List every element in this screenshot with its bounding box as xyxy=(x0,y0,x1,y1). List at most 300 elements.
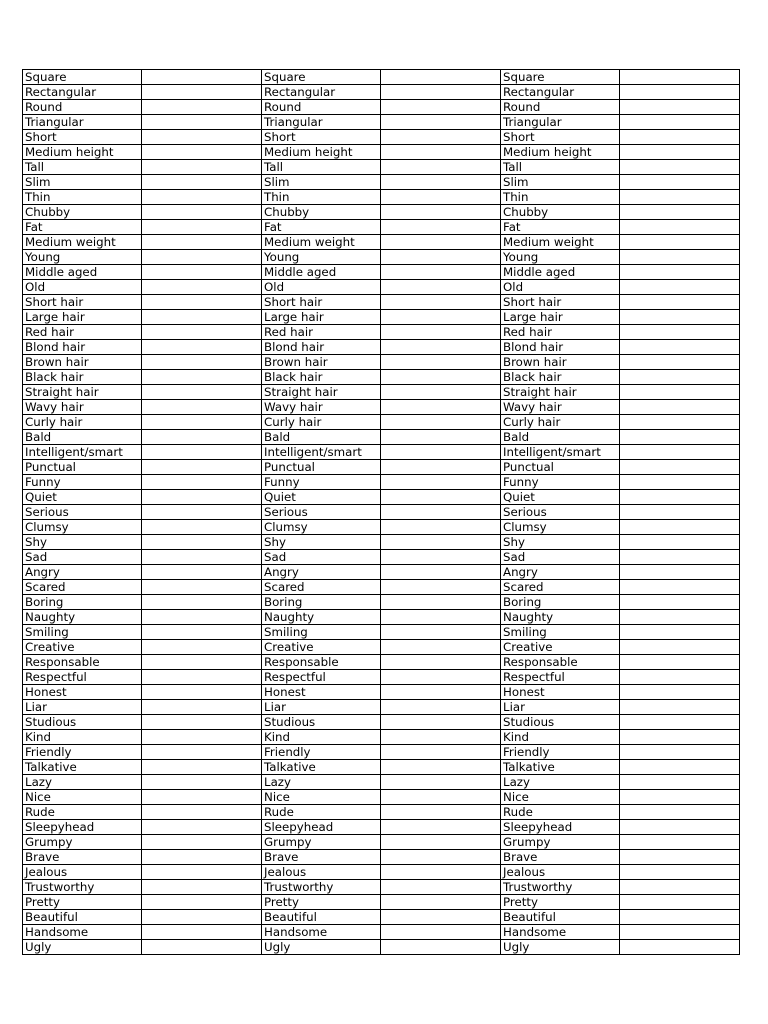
answer-cell[interactable] xyxy=(620,820,740,835)
table-row xyxy=(262,115,501,130)
answer-cell[interactable] xyxy=(620,520,740,535)
answer-cell[interactable] xyxy=(620,280,740,295)
word-cell: Nice xyxy=(23,790,142,805)
word-cell: Tall xyxy=(501,160,620,175)
answer-cell[interactable] xyxy=(381,925,501,940)
answer-cell[interactable] xyxy=(142,205,262,220)
word-cell: Pretty xyxy=(23,895,142,910)
table-row xyxy=(501,250,740,265)
table-row xyxy=(501,70,740,85)
table-row xyxy=(23,550,262,565)
answer-cell[interactable] xyxy=(620,880,740,895)
answer-cell[interactable] xyxy=(142,850,262,865)
word-cell: Rectangular xyxy=(262,85,381,100)
answer-cell[interactable] xyxy=(142,520,262,535)
answer-cell[interactable] xyxy=(381,175,501,190)
table-row xyxy=(23,325,262,340)
word-cell: Wavy hair xyxy=(501,400,620,415)
table-row xyxy=(262,355,501,370)
word-cell: Handsome xyxy=(501,925,620,940)
word-cell: Medium weight xyxy=(262,235,381,250)
answer-cell[interactable] xyxy=(620,235,740,250)
answer-cell[interactable] xyxy=(142,610,262,625)
answer-cell[interactable] xyxy=(381,805,501,820)
answer-cell[interactable] xyxy=(381,280,501,295)
word-cell: Beautiful xyxy=(262,910,381,925)
answer-cell[interactable] xyxy=(142,160,262,175)
answer-cell[interactable] xyxy=(381,370,501,385)
word-cell: Round xyxy=(262,100,381,115)
answer-cell[interactable] xyxy=(381,550,501,565)
table-row xyxy=(23,160,262,175)
answer-cell[interactable] xyxy=(620,310,740,325)
table-row xyxy=(262,385,501,400)
answer-cell[interactable] xyxy=(620,505,740,520)
answer-cell[interactable] xyxy=(620,415,740,430)
table-row xyxy=(262,295,501,310)
answer-cell[interactable] xyxy=(142,145,262,160)
answer-cell[interactable] xyxy=(142,325,262,340)
table-row xyxy=(23,640,262,655)
answer-cell[interactable] xyxy=(620,730,740,745)
answer-cell[interactable] xyxy=(381,520,501,535)
table-row xyxy=(262,805,501,820)
answer-cell[interactable] xyxy=(620,115,740,130)
answer-cell[interactable] xyxy=(142,535,262,550)
answer-cell[interactable] xyxy=(620,895,740,910)
table-row xyxy=(262,400,501,415)
answer-cell[interactable] xyxy=(381,715,501,730)
answer-cell[interactable] xyxy=(620,550,740,565)
word-cell: Young xyxy=(262,250,381,265)
answer-cell[interactable] xyxy=(142,190,262,205)
table-row xyxy=(501,385,740,400)
answer-cell[interactable] xyxy=(142,550,262,565)
answer-cell[interactable] xyxy=(381,160,501,175)
answer-cell[interactable] xyxy=(381,865,501,880)
table-row xyxy=(23,580,262,595)
word-cell: Old xyxy=(501,280,620,295)
word-cell: Young xyxy=(23,250,142,265)
table-row xyxy=(262,925,501,940)
answer-cell[interactable] xyxy=(620,805,740,820)
answer-cell[interactable] xyxy=(620,190,740,205)
table-row xyxy=(23,145,262,160)
word-table-body xyxy=(23,70,262,955)
answer-cell[interactable] xyxy=(142,385,262,400)
word-cell: Clumsy xyxy=(23,520,142,535)
table-row xyxy=(23,715,262,730)
answer-cell[interactable] xyxy=(142,895,262,910)
table-row xyxy=(262,130,501,145)
table-row xyxy=(262,445,501,460)
answer-cell[interactable] xyxy=(381,880,501,895)
answer-cell[interactable] xyxy=(620,580,740,595)
answer-cell[interactable] xyxy=(142,595,262,610)
answer-cell[interactable] xyxy=(142,655,262,670)
answer-cell[interactable] xyxy=(142,430,262,445)
word-cell: Jealous xyxy=(262,865,381,880)
answer-cell[interactable] xyxy=(381,145,501,160)
answer-cell[interactable] xyxy=(142,685,262,700)
word-cell: Bald xyxy=(262,430,381,445)
word-cell: Friendly xyxy=(23,745,142,760)
table-row xyxy=(501,160,740,175)
answer-cell[interactable] xyxy=(381,760,501,775)
answer-cell[interactable] xyxy=(381,250,501,265)
answer-cell[interactable] xyxy=(142,355,262,370)
answer-cell[interactable] xyxy=(620,400,740,415)
table-row xyxy=(501,745,740,760)
word-cell: Trustworthy xyxy=(501,880,620,895)
answer-cell[interactable] xyxy=(381,310,501,325)
table-row xyxy=(23,940,262,955)
table-row xyxy=(23,445,262,460)
table-row xyxy=(501,895,740,910)
answer-cell[interactable] xyxy=(381,340,501,355)
table-row xyxy=(262,940,501,955)
answer-cell[interactable] xyxy=(381,895,501,910)
answer-cell[interactable] xyxy=(142,775,262,790)
word-cell: Middle aged xyxy=(501,265,620,280)
table-row xyxy=(501,640,740,655)
answer-cell[interactable] xyxy=(142,85,262,100)
table-row xyxy=(262,175,501,190)
answer-cell[interactable] xyxy=(381,745,501,760)
table-row xyxy=(262,820,501,835)
table-row xyxy=(23,595,262,610)
table-row xyxy=(262,670,501,685)
answer-cell[interactable] xyxy=(381,325,501,340)
answer-cell[interactable] xyxy=(620,640,740,655)
table-row xyxy=(501,760,740,775)
word-cell: Slim xyxy=(262,175,381,190)
table-row xyxy=(501,280,740,295)
answer-cell[interactable] xyxy=(381,445,501,460)
answer-cell[interactable] xyxy=(620,385,740,400)
answer-cell[interactable] xyxy=(381,685,501,700)
answer-cell[interactable] xyxy=(142,70,262,85)
answer-cell[interactable] xyxy=(620,160,740,175)
word-cell: Boring xyxy=(501,595,620,610)
answer-cell[interactable] xyxy=(620,715,740,730)
answer-cell[interactable] xyxy=(620,910,740,925)
table-row xyxy=(501,205,740,220)
answer-cell[interactable] xyxy=(620,940,740,955)
word-cell: Sad xyxy=(262,550,381,565)
answer-cell[interactable] xyxy=(142,910,262,925)
answer-cell[interactable] xyxy=(381,790,501,805)
word-cell: Lazy xyxy=(501,775,620,790)
answer-cell[interactable] xyxy=(381,70,501,85)
answer-cell[interactable] xyxy=(142,940,262,955)
word-cell: Jealous xyxy=(501,865,620,880)
answer-cell[interactable] xyxy=(381,115,501,130)
answer-cell[interactable] xyxy=(381,655,501,670)
answer-cell[interactable] xyxy=(142,400,262,415)
answer-cell[interactable] xyxy=(620,130,740,145)
answer-cell[interactable] xyxy=(381,220,501,235)
answer-cell[interactable] xyxy=(620,490,740,505)
word-cell: Blond hair xyxy=(262,340,381,355)
word-cell: Triangular xyxy=(23,115,142,130)
word-cell: Medium weight xyxy=(501,235,620,250)
answer-cell[interactable] xyxy=(381,595,501,610)
answer-cell[interactable] xyxy=(142,100,262,115)
answer-cell[interactable] xyxy=(381,490,501,505)
table-row xyxy=(501,130,740,145)
answer-cell[interactable] xyxy=(620,220,740,235)
answer-cell[interactable] xyxy=(620,100,740,115)
answer-cell[interactable] xyxy=(142,880,262,895)
answer-cell[interactable] xyxy=(381,580,501,595)
answer-cell[interactable] xyxy=(381,820,501,835)
answer-cell[interactable] xyxy=(381,205,501,220)
answer-cell[interactable] xyxy=(142,640,262,655)
table-row xyxy=(23,280,262,295)
answer-cell[interactable] xyxy=(381,730,501,745)
answer-cell[interactable] xyxy=(620,70,740,85)
answer-cell[interactable] xyxy=(620,760,740,775)
word-cell: Square xyxy=(23,70,142,85)
answer-cell[interactable] xyxy=(381,640,501,655)
word-cell: Large hair xyxy=(501,310,620,325)
word-cell: Bald xyxy=(501,430,620,445)
word-cell: Grumpy xyxy=(23,835,142,850)
answer-cell[interactable] xyxy=(620,325,740,340)
answer-cell[interactable] xyxy=(381,565,501,580)
table-row xyxy=(23,490,262,505)
word-cell: Handsome xyxy=(262,925,381,940)
answer-cell[interactable] xyxy=(142,715,262,730)
word-table-2 xyxy=(261,69,501,955)
answer-cell[interactable] xyxy=(142,835,262,850)
table-row xyxy=(262,490,501,505)
answer-cell[interactable] xyxy=(381,235,501,250)
answer-cell[interactable] xyxy=(142,475,262,490)
answer-cell[interactable] xyxy=(620,655,740,670)
answer-cell[interactable] xyxy=(620,175,740,190)
table-row xyxy=(501,625,740,640)
word-cell: Ugly xyxy=(262,940,381,955)
answer-cell[interactable] xyxy=(620,340,740,355)
table-row xyxy=(501,610,740,625)
answer-cell[interactable] xyxy=(620,460,740,475)
word-cell: Brave xyxy=(23,850,142,865)
word-cell: Sleepyhead xyxy=(501,820,620,835)
word-cell: Black hair xyxy=(262,370,381,385)
answer-cell[interactable] xyxy=(142,310,262,325)
table-row xyxy=(23,370,262,385)
answer-cell[interactable] xyxy=(381,385,501,400)
answer-cell[interactable] xyxy=(381,295,501,310)
answer-cell[interactable] xyxy=(381,670,501,685)
answer-cell[interactable] xyxy=(142,460,262,475)
answer-cell[interactable] xyxy=(620,565,740,580)
answer-cell[interactable] xyxy=(142,670,262,685)
answer-cell[interactable] xyxy=(142,730,262,745)
answer-cell[interactable] xyxy=(620,370,740,385)
answer-cell[interactable] xyxy=(142,490,262,505)
answer-cell[interactable] xyxy=(142,790,262,805)
answer-cell[interactable] xyxy=(620,865,740,880)
word-cell: Intelligent/smart xyxy=(501,445,620,460)
table-row xyxy=(501,715,740,730)
answer-cell[interactable] xyxy=(381,850,501,865)
answer-cell[interactable] xyxy=(381,700,501,715)
word-cell: Sleepyhead xyxy=(23,820,142,835)
answer-cell[interactable] xyxy=(620,775,740,790)
table-row xyxy=(501,925,740,940)
table-row xyxy=(262,715,501,730)
answer-cell[interactable] xyxy=(381,460,501,475)
table-row xyxy=(501,85,740,100)
table-row xyxy=(23,520,262,535)
answer-cell[interactable] xyxy=(142,925,262,940)
answer-cell[interactable] xyxy=(381,85,501,100)
answer-cell[interactable] xyxy=(620,535,740,550)
answer-cell[interactable] xyxy=(381,505,501,520)
word-cell: Short hair xyxy=(501,295,620,310)
answer-cell[interactable] xyxy=(142,115,262,130)
answer-cell[interactable] xyxy=(142,865,262,880)
table-row xyxy=(23,355,262,370)
table-row xyxy=(262,610,501,625)
answer-cell[interactable] xyxy=(381,400,501,415)
answer-cell[interactable] xyxy=(142,445,262,460)
word-cell: Serious xyxy=(23,505,142,520)
table-row xyxy=(23,205,262,220)
word-cell: Talkative xyxy=(262,760,381,775)
answer-cell[interactable] xyxy=(142,565,262,580)
answer-cell[interactable] xyxy=(620,265,740,280)
word-cell: Honest xyxy=(262,685,381,700)
table-row xyxy=(501,700,740,715)
answer-cell[interactable] xyxy=(142,580,262,595)
answer-cell[interactable] xyxy=(142,280,262,295)
answer-cell[interactable] xyxy=(381,355,501,370)
answer-cell[interactable] xyxy=(142,700,262,715)
answer-cell[interactable] xyxy=(381,610,501,625)
answer-cell[interactable] xyxy=(142,175,262,190)
word-cell: Jealous xyxy=(23,865,142,880)
table-row xyxy=(262,760,501,775)
answer-cell[interactable] xyxy=(142,505,262,520)
word-cell: Wavy hair xyxy=(262,400,381,415)
answer-cell[interactable] xyxy=(381,910,501,925)
answer-cell[interactable] xyxy=(381,475,501,490)
answer-cell[interactable] xyxy=(620,145,740,160)
word-cell: Smiling xyxy=(262,625,381,640)
answer-cell[interactable] xyxy=(620,355,740,370)
answer-cell[interactable] xyxy=(142,745,262,760)
answer-cell[interactable] xyxy=(381,130,501,145)
answer-cell[interactable] xyxy=(142,805,262,820)
answer-cell[interactable] xyxy=(620,250,740,265)
answer-cell[interactable] xyxy=(142,415,262,430)
answer-cell[interactable] xyxy=(142,370,262,385)
word-cell: Large hair xyxy=(23,310,142,325)
answer-cell[interactable] xyxy=(142,235,262,250)
answer-cell[interactable] xyxy=(142,340,262,355)
answer-cell[interactable] xyxy=(142,820,262,835)
table-row xyxy=(262,220,501,235)
answer-cell[interactable] xyxy=(142,760,262,775)
answer-cell[interactable] xyxy=(620,445,740,460)
answer-cell[interactable] xyxy=(620,925,740,940)
answer-cell[interactable] xyxy=(620,430,740,445)
answer-cell[interactable] xyxy=(620,850,740,865)
word-cell: Funny xyxy=(501,475,620,490)
table-row xyxy=(23,775,262,790)
answer-cell[interactable] xyxy=(620,610,740,625)
answer-cell[interactable] xyxy=(381,940,501,955)
table-row xyxy=(262,250,501,265)
word-cell: Square xyxy=(501,70,620,85)
answer-cell[interactable] xyxy=(381,265,501,280)
table-row xyxy=(501,685,740,700)
answer-cell[interactable] xyxy=(381,625,501,640)
answer-cell[interactable] xyxy=(142,625,262,640)
table-row xyxy=(23,880,262,895)
answer-cell[interactable] xyxy=(620,85,740,100)
table-row xyxy=(23,430,262,445)
answer-cell[interactable] xyxy=(620,670,740,685)
answer-cell[interactable] xyxy=(620,835,740,850)
answer-cell[interactable] xyxy=(620,205,740,220)
table-row xyxy=(23,130,262,145)
answer-cell[interactable] xyxy=(620,790,740,805)
answer-cell[interactable] xyxy=(381,535,501,550)
word-cell: Tall xyxy=(23,160,142,175)
table-row xyxy=(262,880,501,895)
answer-cell[interactable] xyxy=(142,130,262,145)
answer-cell[interactable] xyxy=(142,220,262,235)
answer-cell[interactable] xyxy=(620,745,740,760)
word-cell: Clumsy xyxy=(501,520,620,535)
word-cell: Thin xyxy=(501,190,620,205)
word-cell: Medium height xyxy=(23,145,142,160)
answer-cell[interactable] xyxy=(381,775,501,790)
table-row xyxy=(23,385,262,400)
answer-cell[interactable] xyxy=(381,415,501,430)
word-cell: Shy xyxy=(262,535,381,550)
word-cell: Curly hair xyxy=(23,415,142,430)
answer-cell[interactable] xyxy=(620,475,740,490)
answer-cell[interactable] xyxy=(142,295,262,310)
answer-cell[interactable] xyxy=(620,700,740,715)
answer-cell[interactable] xyxy=(381,190,501,205)
table-row xyxy=(501,820,740,835)
answer-cell[interactable] xyxy=(620,595,740,610)
word-cell: Brown hair xyxy=(501,355,620,370)
answer-cell[interactable] xyxy=(620,685,740,700)
word-cell: Round xyxy=(501,100,620,115)
answer-cell[interactable] xyxy=(381,835,501,850)
table-row xyxy=(262,160,501,175)
table-row xyxy=(501,190,740,205)
table-row xyxy=(23,805,262,820)
answer-cell[interactable] xyxy=(142,265,262,280)
word-cell: Red hair xyxy=(501,325,620,340)
answer-cell[interactable] xyxy=(620,295,740,310)
table-row xyxy=(262,550,501,565)
answer-cell[interactable] xyxy=(142,250,262,265)
answer-cell[interactable] xyxy=(381,100,501,115)
answer-cell[interactable] xyxy=(381,430,501,445)
word-cell: Liar xyxy=(501,700,620,715)
answer-cell[interactable] xyxy=(620,625,740,640)
